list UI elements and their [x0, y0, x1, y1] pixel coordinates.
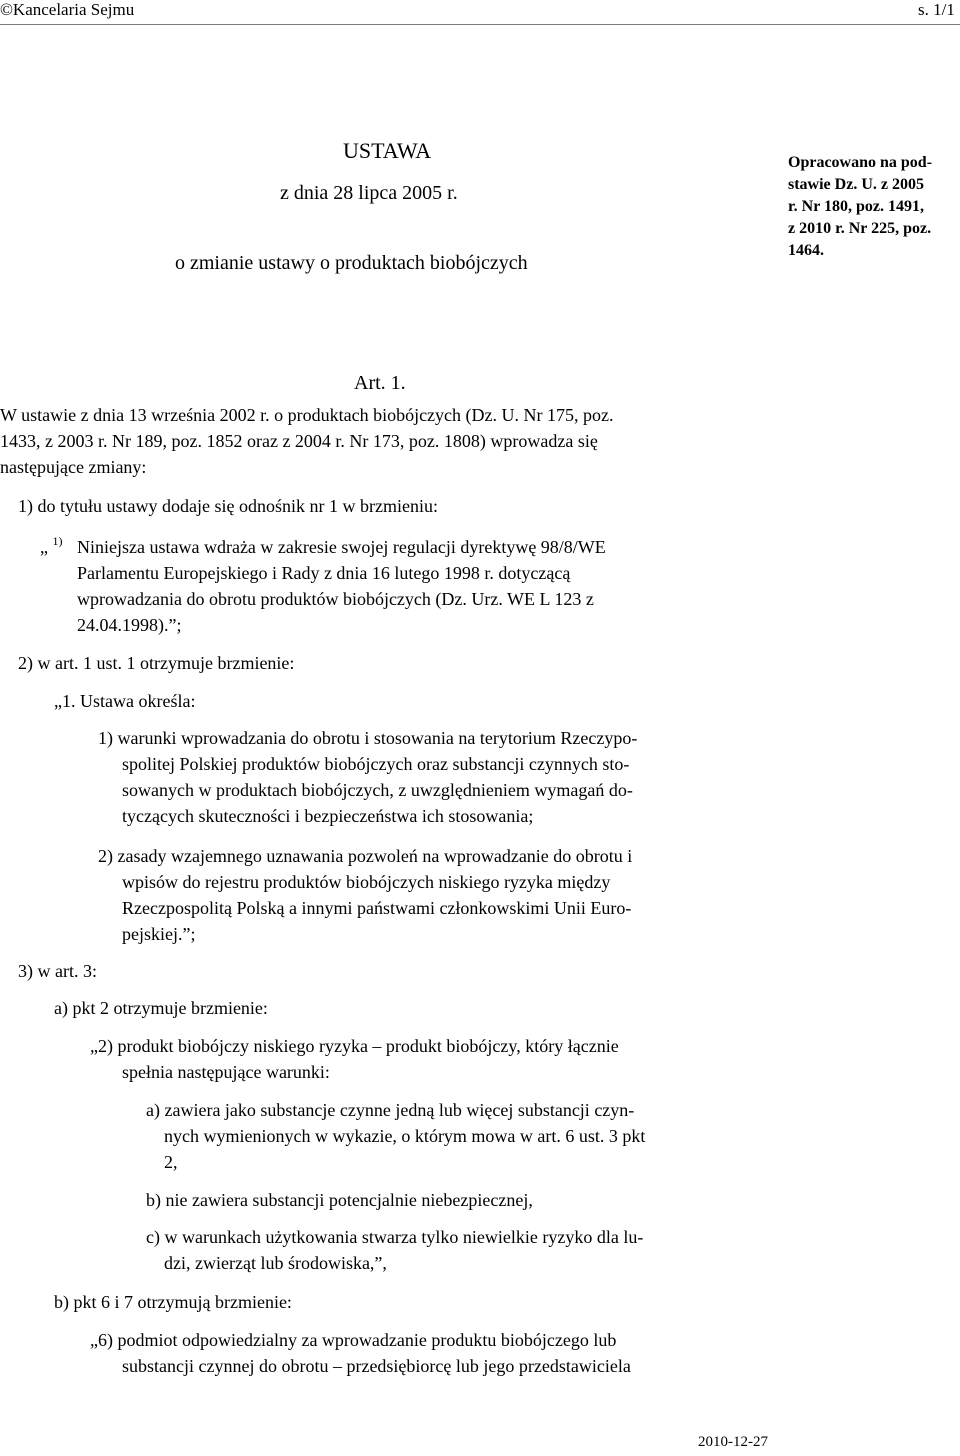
item-1-line: tyczących skuteczności i bezpieczeństwa ich stosowania; — [122, 806, 534, 826]
def-2-line: spełnia następujące warunki: — [122, 1062, 330, 1082]
sub-a-line: 2, — [164, 1152, 178, 1172]
footnote-marker — [40, 534, 63, 562]
point-3b: b) pkt 6 i 7 otrzymują brzmienie: — [54, 1292, 292, 1312]
footer-date: 2010-12-27 — [698, 1434, 768, 1450]
intro-line: W ustawie z dnia 13 września 2002 r. o produktach biobójczych (Dz. U. Nr 175, poz. — [0, 405, 614, 425]
footnote-line: wprowadzania do obrotu produktów biobójczych (Dz. Urz. WE L 123 z — [77, 589, 594, 609]
item-1-line: 1) warunki wprowadzania do obrotu i stosowania na terytorium Rzeczypo- — [98, 728, 638, 748]
item-2-line: 2) zasady wzajemnego uznawania pozwoleń na wprowadzanie do obrotu i — [98, 846, 633, 866]
point-2: 2) w art. 1 ust. 1 otrzymuje brzmienie: — [18, 653, 295, 673]
header-rule — [0, 24, 960, 25]
sidenote-line: r. Nr 180, poz. 1491, — [788, 198, 924, 215]
footnote-quote: „ — [40, 537, 48, 557]
footnote-line: 24.04.1998).”; — [77, 615, 182, 635]
point-1: 1) do tytułu ustawy dodaje się odnośnik nr 1 w brzmieniu: — [18, 496, 438, 516]
intro-line: 1433, z 2003 r. Nr 189, poz. 1852 oraz z 2004 r. Nr 173, poz. 1808) wprowadza się — [0, 431, 598, 451]
footnote-line: Niniejsza ustawa wdraża w zakresie swojej regulacji dyrektywę 98/8/WE — [77, 537, 606, 557]
act-date: z dnia 28 lipca 2005 r. — [280, 182, 458, 204]
def-2-line: „2) produkt biobójczy niskiego ryzyka – produkt biobójczy, który łącznie — [90, 1036, 619, 1056]
point-2-quote: „1. Ustawa określa: — [54, 691, 196, 711]
item-1-line: spolitej Polskiej produktów biobójczych oraz substancji czynnych sto- — [122, 754, 630, 774]
sidenote-line: 1464. — [788, 242, 824, 259]
footnote-number: 1) — [52, 534, 63, 548]
def-6-line: substancji czynnej do obrotu – przedsiębiorcę lub jego przedstawiciela — [122, 1356, 631, 1376]
point-3a: a) pkt 2 otrzymuje brzmienie: — [54, 998, 268, 1018]
def-6-line: „6) podmiot odpowiedzialny za wprowadzanie produktu biobójczego lub — [90, 1330, 617, 1350]
sidenote-line: z 2010 r. Nr 225, poz. — [788, 220, 932, 237]
item-2-line: pejskiej.”; — [122, 924, 196, 944]
footnote-line: Parlamentu Europejskiego i Rady z dnia 16 lutego 1998 r. dotyczącą — [77, 563, 571, 583]
sub-a-line: nych wymienionych w wykazie, o którym mowa w art. 6 ust. 3 pkt — [164, 1126, 646, 1146]
article-heading: Art. 1. — [354, 372, 406, 394]
act-type: USTAWA — [343, 138, 432, 163]
sidenote-line: stawie Dz. U. z 2005 — [788, 176, 924, 193]
item-1-line: sowanych w produktach biobójczych, z uwzględnieniem wymagań do- — [122, 780, 633, 800]
sidenote-line: Opracowano na pod- — [788, 154, 933, 171]
sub-c-line: dzi, zwierząt lub środowiska,”, — [164, 1253, 387, 1273]
act-subject: o zmianie ustawy o produktach biobójczych — [175, 252, 528, 274]
intro-line: następujące zmiany: — [0, 457, 147, 477]
point-3: 3) w art. 3: — [18, 961, 97, 981]
item-2-line: wpisów do rejestru produktów biobójczych niskiego ryzyka między — [122, 872, 611, 892]
sidenote — [788, 152, 932, 262]
sub-c-line: c) w warunkach użytkowania stwarza tylko niewielkie ryzyko dla lu- — [146, 1227, 644, 1247]
header-left: ©Kancelaria Sejmu — [0, 0, 135, 19]
sub-a-line: a) zawiera jako substancje czynne jedną lub więcej substancji czyn- — [146, 1100, 635, 1120]
header-page: s. 1/1 — [918, 0, 955, 19]
sub-b: b) nie zawiera substancji potencjalnie niebezpiecznej, — [146, 1190, 533, 1210]
item-2-line: Rzeczpospolitą Polską a innymi państwami członkowskimi Unii Euro- — [122, 898, 632, 918]
